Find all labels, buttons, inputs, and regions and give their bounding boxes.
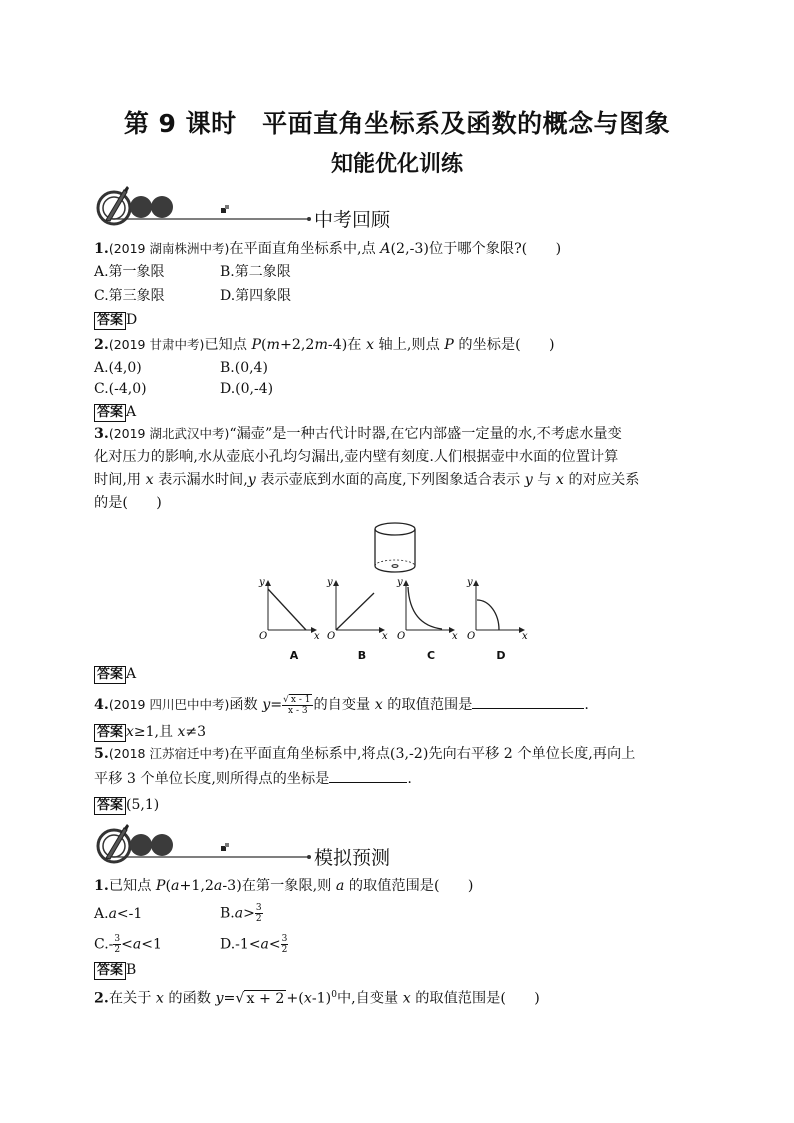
- fraction: [281, 934, 289, 955]
- question-text: 在平面直角坐标系中,点: [229, 241, 381, 257]
- question-4: [94, 694, 589, 716]
- axis-x-label: x: [522, 631, 528, 642]
- question-text: +1,2: [179, 878, 214, 894]
- question-text: -3)在第一象限,则: [222, 878, 336, 894]
- fraction-numerator: x - 1: [290, 694, 311, 705]
- axis-y-label: y: [259, 577, 265, 588]
- answer-label: 答案: [94, 962, 126, 980]
- answer-variable: x: [177, 724, 186, 740]
- question-text: (: [260, 337, 267, 353]
- answer-value: A: [126, 404, 137, 420]
- graph-b: [326, 577, 388, 642]
- fraction-numerator: 3: [114, 934, 121, 944]
- page-subtitle: 知能优化训练: [330, 152, 463, 177]
- option-a: A.第一象限: [94, 264, 165, 280]
- question-source: (2018 江苏宿迁中考): [108, 746, 230, 761]
- origin-label: O: [397, 631, 406, 642]
- graph-options: [256, 575, 536, 645]
- question-source: (2019 湖北武汉中考): [108, 426, 230, 441]
- question-text: .: [407, 771, 412, 787]
- question-number: 3.: [94, 426, 109, 442]
- variable: a: [234, 905, 244, 922]
- axis-y-label: y: [467, 577, 473, 588]
- variable: x: [303, 990, 312, 1007]
- variable: a: [213, 878, 223, 894]
- answer-value: ≠3: [185, 724, 207, 740]
- question-text: 在平面直角坐标系中,将点(3,-2)先向右平移 2 个单位长度,再向上: [229, 746, 636, 762]
- answer-value: (5,1): [126, 797, 160, 813]
- question-text: -4)在: [327, 337, 366, 353]
- answer-row: [94, 665, 136, 684]
- option-text: <-1: [116, 906, 143, 922]
- answer-label: 答案: [94, 404, 126, 422]
- origin-label: O: [259, 631, 268, 642]
- question-number: 1.: [94, 241, 109, 257]
- variable: x: [402, 990, 411, 1007]
- question-text: 的函数: [163, 990, 216, 1007]
- question-number: 5.: [94, 746, 109, 762]
- option-b: B.第二象限: [220, 264, 291, 280]
- axis-y-label: y: [327, 577, 333, 588]
- variable: x: [374, 697, 383, 713]
- question-text: 已知点: [204, 337, 252, 353]
- question-text: -1): [311, 990, 332, 1007]
- question-text: 表示漏水时间,: [153, 472, 248, 488]
- option-text: C.-: [94, 936, 114, 953]
- option-c: C.(-4,0): [94, 381, 147, 397]
- practice-question-1: [94, 877, 473, 895]
- question-text: 在关于: [108, 990, 156, 1007]
- graph-label-d: D: [496, 649, 506, 662]
- variable: a: [132, 936, 142, 953]
- origin-label: O: [327, 631, 336, 642]
- option-text: A.: [94, 906, 109, 922]
- answer-blank: [329, 768, 407, 783]
- axis-x-label: x: [314, 631, 320, 642]
- variable: m: [314, 337, 328, 353]
- question-5: [94, 745, 700, 788]
- answer-blank: [472, 694, 584, 709]
- answer-value: ≥1,且: [133, 724, 178, 740]
- fraction-denominator: x - 3: [288, 705, 308, 716]
- question-text: 轴上,则点: [374, 337, 445, 353]
- option-text: <1: [141, 936, 162, 953]
- question-1: [94, 240, 561, 258]
- option-text: >: [243, 905, 255, 922]
- question-text: 平移 3 个单位长度,则所得点的坐标是: [94, 771, 330, 787]
- question-number: 1.: [94, 878, 109, 894]
- option-a: [94, 905, 142, 923]
- answer-row: [94, 403, 136, 422]
- variable: x: [555, 472, 564, 488]
- variable: x: [155, 990, 164, 1007]
- answer-row: [94, 311, 137, 330]
- graph-a: [258, 577, 320, 642]
- page-title: 第 9 课时 平面直角坐标系及函数的概念与图象: [123, 109, 671, 138]
- answer-label: 答案: [94, 724, 126, 742]
- question-text: 化对压力的影响,水从壶底小孔均匀漏出,壶内壁有刻度.人们根据壶中水面的位置计算: [94, 449, 619, 465]
- question-2: [94, 336, 555, 354]
- question-text: 的坐标是( ): [453, 337, 555, 353]
- question-text-line3: [94, 471, 700, 489]
- option-b: B.(0,4): [220, 360, 268, 376]
- section-title-2: 模拟预测: [314, 847, 391, 869]
- answer-label: 答案: [94, 666, 126, 684]
- fraction-denominator: 2: [114, 945, 121, 955]
- question-text: 的取值范围是( ): [344, 878, 474, 894]
- answer-label: 答案: [94, 797, 126, 815]
- question-text: =: [223, 990, 236, 1007]
- exponent: 0: [331, 990, 337, 1000]
- question-text: .: [584, 697, 589, 713]
- fraction-denominator: 2: [255, 914, 262, 924]
- question-text: “漏壶”是一种古代计时器,在它内部盛一定量的水,不考虑水量变: [229, 426, 622, 442]
- variable: a: [108, 906, 117, 922]
- question-text: 的取值范围是( ): [410, 990, 540, 1007]
- fraction-denominator: 2: [281, 945, 288, 955]
- question-3: [94, 425, 700, 512]
- question-source: (2019 湖南株洲中考): [108, 241, 230, 256]
- question-number: 2.: [94, 337, 109, 353]
- origin-label: O: [467, 631, 476, 642]
- variable: y: [262, 697, 271, 713]
- option-text: B.: [220, 905, 235, 922]
- question-text: 的自变量: [313, 697, 375, 713]
- variable: y: [215, 990, 224, 1007]
- point-name: A: [380, 241, 391, 257]
- question-text: 已知点: [108, 878, 156, 894]
- variable: a: [260, 936, 269, 953]
- question-text: +(: [286, 990, 304, 1007]
- axis-y-label: y: [397, 577, 403, 588]
- option-text: D.-1<: [220, 936, 261, 953]
- question-text: 函数: [229, 697, 263, 713]
- question-text: 时间,用: [94, 472, 146, 488]
- graph-c: [396, 577, 458, 642]
- variable: x: [145, 472, 154, 488]
- option-d: D.(0,-4): [220, 381, 274, 397]
- answer-label: 答案: [94, 312, 126, 330]
- option-c: C.第三象限: [94, 288, 165, 304]
- practice-question-2: 2.在关于 x 的函数 y=√ $x + 2 +(x-1)^0$中,自变量 x 的取值范围是( ): [94, 990, 540, 1007]
- answer-value: D: [126, 312, 138, 328]
- fraction: $\frac{√ x - 1}{x - 3}$: [282, 695, 313, 716]
- answer-row: [94, 723, 206, 742]
- variable: y: [247, 472, 256, 488]
- question-text: 的是( ): [94, 495, 162, 511]
- variable: a: [335, 878, 345, 894]
- question-text: 表示壶底到水面的高度,下列图象适合表示: [255, 472, 525, 488]
- question-text: 的对应关系: [563, 472, 640, 488]
- water-clock-illustration: [368, 521, 422, 577]
- variable: y: [524, 472, 533, 488]
- point-name: P: [155, 878, 166, 894]
- answer-row: [94, 796, 159, 815]
- graph-d: [466, 577, 528, 642]
- variable: x: [365, 337, 374, 353]
- question-text: +2,2: [280, 337, 315, 353]
- option-d: D.第四象限: [220, 288, 292, 304]
- option-b: [220, 903, 263, 924]
- graph-label-b: B: [357, 649, 367, 662]
- point-name: P: [444, 337, 454, 353]
- question-text: 的取值范围是: [382, 697, 473, 713]
- question-text: (: [165, 878, 171, 894]
- question-text: =: [270, 697, 283, 713]
- option-text: <: [268, 936, 281, 953]
- section-title-1: 中考回顾: [314, 209, 391, 231]
- question-number: 2.: [94, 990, 109, 1007]
- option-text: <: [121, 936, 133, 953]
- axis-x-label: x: [452, 631, 458, 642]
- radicand: x + 2: [246, 990, 285, 1007]
- axis-x-label: x: [382, 631, 388, 642]
- option-d: [220, 934, 288, 955]
- fraction: [255, 903, 263, 924]
- question-text: 中,自变量: [336, 990, 403, 1007]
- option-c: [94, 934, 162, 955]
- fraction-numerator: 3: [255, 903, 262, 913]
- answer-variable: x: [126, 724, 134, 740]
- graph-label-a: A: [289, 649, 299, 662]
- option-a: A.(4,0): [94, 360, 142, 376]
- variable: a: [170, 878, 180, 894]
- question-text: (2,-3)位于哪个象限?( ): [390, 241, 562, 257]
- fraction: [113, 934, 121, 955]
- question-text-line2: [94, 768, 700, 788]
- question-source: (2019 四川巴中中考): [108, 697, 230, 712]
- question-source: (2019 甘肃中考): [108, 337, 205, 352]
- answer-row: [94, 961, 136, 980]
- answer-value: A: [126, 666, 137, 682]
- question-number: 4.: [94, 697, 109, 713]
- point-name: P: [251, 337, 261, 353]
- fraction-numerator: 3: [281, 934, 288, 944]
- graph-label-c: C: [426, 649, 436, 662]
- answer-value: B: [126, 962, 137, 978]
- question-text: 与: [532, 472, 556, 488]
- variable: m: [266, 337, 280, 353]
